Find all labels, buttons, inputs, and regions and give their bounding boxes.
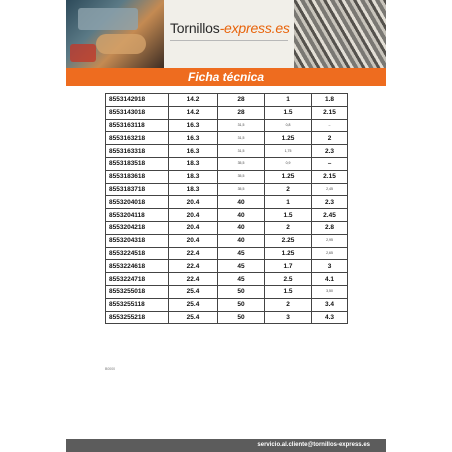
table-cell: 45 [218, 260, 265, 273]
table-cell-code: 8553255018 [106, 285, 169, 298]
table-cell: 2 [265, 183, 312, 196]
table-cell: 0,8 [265, 119, 312, 132]
table-cell: 2 [265, 221, 312, 234]
table-cell: 2.15 [312, 170, 348, 183]
table-cell: 1 [265, 94, 312, 107]
screwdriver-shape [70, 44, 96, 62]
table-cell: 1.25 [265, 247, 312, 260]
table-cell-code: 8553204018 [106, 196, 169, 209]
table-row [106, 247, 348, 260]
table-row [106, 145, 348, 158]
table-cell: 16.3 [169, 145, 218, 158]
table-cell: 28 [218, 106, 265, 119]
table-cell-code: 8553143018 [106, 106, 169, 119]
table-cell: 22.4 [169, 260, 218, 273]
table-row [106, 209, 348, 222]
footer-bar [66, 439, 386, 452]
table-row [106, 221, 348, 234]
table-cell-code: 8553224618 [106, 260, 169, 273]
table-cell: 14.2 [169, 94, 218, 107]
toolbox-shape [78, 8, 138, 30]
screws-photo [294, 0, 386, 68]
table-cell: 2.15 [312, 106, 348, 119]
table-cell: 1.5 [265, 106, 312, 119]
brand-logo [170, 20, 294, 36]
table-cell-code: 8553183518 [106, 157, 169, 170]
table-cell-code: 8553163118 [106, 119, 169, 132]
table-cell: 28 [218, 94, 265, 107]
table-row [106, 119, 348, 132]
table-cell: – [312, 119, 348, 132]
table-cell: 2.3 [312, 145, 348, 158]
table-cell: 1.8 [312, 94, 348, 107]
table-cell: 3.4 [312, 298, 348, 311]
table-cell: 3,50 [312, 285, 348, 298]
table-row [106, 132, 348, 145]
table-row [106, 311, 348, 324]
table-cell: 20.4 [169, 221, 218, 234]
table-cell: 40 [218, 196, 265, 209]
table-cell: 50 [218, 311, 265, 324]
logo-underline [170, 40, 288, 41]
brand-name-main: Tornillos [170, 20, 220, 36]
table-row [106, 183, 348, 196]
table-cell: 2.8 [312, 221, 348, 234]
table-row [106, 234, 348, 247]
table-cell: 2,45 [312, 183, 348, 196]
footer-email: servicio.al.cliente@tornillos-express.es [257, 442, 370, 448]
table-cell: 2.5 [265, 273, 312, 286]
table-cell: 25.4 [169, 311, 218, 324]
table-cell: 40 [218, 221, 265, 234]
footnote: B0000 [105, 367, 116, 371]
table-cell: 2 [312, 132, 348, 145]
table-row [106, 260, 348, 273]
table-cell: 45 [218, 273, 265, 286]
table-cell: 1.25 [265, 170, 312, 183]
table-cell: 1.7 [265, 260, 312, 273]
tools-photo [66, 0, 164, 68]
table-cell-code: 8553204218 [106, 221, 169, 234]
spec-table [105, 93, 348, 324]
table-cell: 16.3 [169, 119, 218, 132]
table-cell: 2 [265, 298, 312, 311]
table-cell: 25.4 [169, 285, 218, 298]
table-cell: 2.45 [312, 209, 348, 222]
table-cell: 18.3 [169, 183, 218, 196]
table-cell: 3 [312, 260, 348, 273]
table-cell-code: 8553204318 [106, 234, 169, 247]
table-cell: 35,5 [218, 170, 265, 183]
table-cell: 18.3 [169, 170, 218, 183]
table-cell: – [312, 157, 348, 170]
table-row [106, 94, 348, 107]
table-cell: 1 [265, 196, 312, 209]
table-cell: 31,5 [218, 119, 265, 132]
brand-name-accent: -express.es [219, 20, 290, 36]
table-cell-code: 8553224718 [106, 273, 169, 286]
table-cell: 20.4 [169, 209, 218, 222]
table-cell: 20.4 [169, 196, 218, 209]
header-banner [66, 0, 386, 68]
table-cell: 45 [218, 247, 265, 260]
table-cell: 2,65 [312, 247, 348, 260]
table-cell: 1.5 [265, 285, 312, 298]
table-cell: 35,5 [218, 183, 265, 196]
table-row [106, 170, 348, 183]
table-cell-code: 8553255218 [106, 311, 169, 324]
table-cell: 1.5 [265, 209, 312, 222]
table-cell: 31,5 [218, 132, 265, 145]
table-cell-code: 8553255118 [106, 298, 169, 311]
table-row [106, 285, 348, 298]
table-cell-code: 8553183618 [106, 170, 169, 183]
table-cell: 40 [218, 234, 265, 247]
table-cell: 16.3 [169, 132, 218, 145]
table-row [106, 298, 348, 311]
table-cell: 40 [218, 209, 265, 222]
table-cell: 2.3 [312, 196, 348, 209]
table-row [106, 273, 348, 286]
table-cell: 22.4 [169, 273, 218, 286]
table-cell: 4.1 [312, 273, 348, 286]
table-row [106, 196, 348, 209]
document-page [66, 0, 386, 452]
spec-table-body [106, 94, 348, 324]
table-cell: 2,95 [312, 234, 348, 247]
table-cell-code: 8553163318 [106, 145, 169, 158]
table-cell: 1,75 [265, 145, 312, 158]
table-cell: 25.4 [169, 298, 218, 311]
table-cell-code: 8553142918 [106, 94, 169, 107]
table-cell: 50 [218, 285, 265, 298]
table-cell-code: 8553224518 [106, 247, 169, 260]
table-cell-code: 8553163218 [106, 132, 169, 145]
table-row [106, 106, 348, 119]
table-cell-code: 8553183718 [106, 183, 169, 196]
table-cell: 35,5 [218, 157, 265, 170]
table-cell: 4.3 [312, 311, 348, 324]
table-row [106, 157, 348, 170]
table-cell: 14.2 [169, 106, 218, 119]
table-cell: 31,5 [218, 145, 265, 158]
table-cell-code: 8553204118 [106, 209, 169, 222]
table-cell: 50 [218, 298, 265, 311]
hand-shape [96, 34, 146, 54]
table-cell: 20.4 [169, 234, 218, 247]
table-cell: 3 [265, 311, 312, 324]
table-cell: 2.25 [265, 234, 312, 247]
table-cell: 1.25 [265, 132, 312, 145]
table-cell: 0,9 [265, 157, 312, 170]
table-cell: 18.3 [169, 157, 218, 170]
page-title: Ficha técnica [66, 68, 386, 86]
table-cell: 22.4 [169, 247, 218, 260]
